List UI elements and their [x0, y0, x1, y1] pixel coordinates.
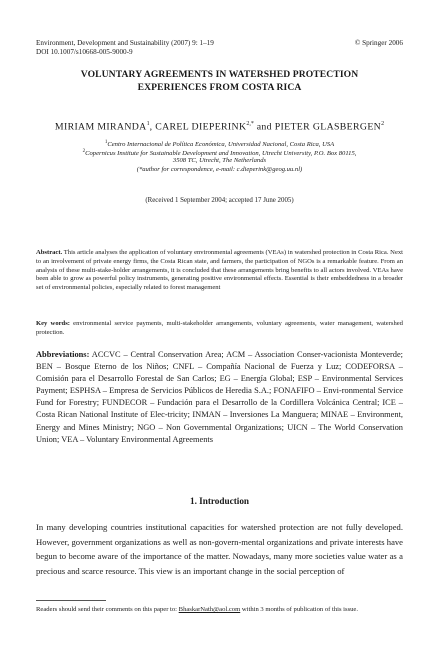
author-affiliation-mark: 1: [146, 121, 150, 127]
received-dates: (Received 1 September 2004; accepted 17 June 2005): [145, 197, 294, 204]
footnote-text: Readers should send their comments on this paper to:: [36, 606, 178, 613]
article-title: [30, 69, 409, 94]
title-line-2: EXPERIENCES FROM COSTA RICA: [137, 81, 302, 93]
abbreviations-text: ACCVC – Central Conservation Area; ACM – Association Conser-vacionista Monteverde; BEN – Bosque Eterno de los Niños; CNFL – Compañía Nacional de Fuerza y Luz; CODEFORSA – Comisión para el Desarrollo Forestal de San Carlos; EG – Energía Global; ESP – Environmental Services Payment; ESPHSA – Empresa de Servicios Públicos de Heredia S.A.; FONAFIFO – Envi-ronmental Service Fund for Forestry; FUNDECOR – Fundación para el Desarrollo de la Cordillera Volcánica Central; ICE – Costa Rican National Institute of Elec-tricity; INMAN – Inversiones La Manguera; MINAE – Environment, Energy and Mines Ministry; NGO – Non Governmental Organizations; UICN – The World Conservation Union; VEA – Voluntary Environmental Agreements: [36, 350, 403, 444]
abstract: [36, 249, 403, 293]
affiliation-text: Centro Internacional de Política Económica, Universidad Nacional, Costa Rica, USA: [107, 141, 335, 149]
abstract-text: This article analyses the application of voluntary environmental agreements (VEAs) in watershed protection in Costa Rica. Next to an involvement of private energy firms, the Costa Rican state, and farmers, the participation of NGOs is a remarkable feature. From an analysis of these multi-stake-holder arrangements, it is concluded that these arrangements bring benefits to all actors involved. VEAs have been able to grow as powerful policy instruments, generating positive environmental effects. Essential is their embeddedness in a broader set of environmental policies, especially related to forest management: [36, 249, 403, 291]
footnote-rule: [36, 600, 106, 601]
publisher-copyright: © Springer 2006: [354, 39, 403, 47]
title-line-1: VOLUNTARY AGREEMENTS IN WATERSHED PROTECTION: [80, 69, 359, 80]
footnote-text-end: within 3 months of publication of this issue.: [241, 606, 359, 613]
correspondence-note: (*author for correspondence, e-mail: c.dieperink@geog.uu.nl): [136, 166, 303, 173]
author-conjunction: and: [256, 121, 272, 133]
affiliation-mark: 2: [82, 149, 86, 154]
affiliation-mark: 1: [104, 140, 108, 145]
author-separator: ,: [149, 121, 153, 133]
author-name: PIETER GLASBERGEN: [274, 121, 382, 133]
footnote-email-link[interactable]: BhaskarNath@aol.com: [178, 606, 241, 613]
author-affiliation-mark: 2: [381, 121, 385, 127]
affiliation-text: Copernicus Institute for Sustainable Development and Innovation, Utrecht University, P.O. Box 80115,: [85, 150, 357, 158]
footnote: [36, 606, 403, 615]
doi-line: DOI 10.1007/s10668-005-9000-9: [36, 48, 133, 56]
keywords-label: Key words:: [36, 320, 70, 327]
abbreviations-label: Abbreviations:: [36, 350, 90, 359]
abbreviations: [36, 349, 403, 446]
author-name: MIRIAM MIRANDA: [54, 121, 147, 133]
keywords-text: environmental service payments, multi-stakeholder arrangements, voluntary agreements, water management, watershed protection.: [36, 320, 403, 336]
author-name: CAREL DIEPERINK: [155, 121, 247, 133]
body-paragraph: In many developing countries institutional capacities for watershed protection are not fully developed. However, government organizations as well as non-govern-mental organizations and private interests have begun to become aware of the importance of the matter. Nowadays, many more societies value water as a precious and scarce resource. This view is an important change in the social perception of: [36, 522, 403, 577]
section-heading: 1. Introduction: [189, 496, 250, 506]
journal-citation: [36, 39, 214, 57]
keywords: [36, 320, 403, 338]
affiliation-2-address: 3508 TC, Utrecht, The Netherlands: [172, 157, 267, 164]
abstract-label: Abstract.: [36, 249, 63, 256]
author-affiliation-mark: 2,*: [246, 121, 254, 127]
author-list: [20, 121, 419, 132]
journal-line: Environment, Development and Sustainability (2007) 9: 1–19: [36, 39, 214, 47]
